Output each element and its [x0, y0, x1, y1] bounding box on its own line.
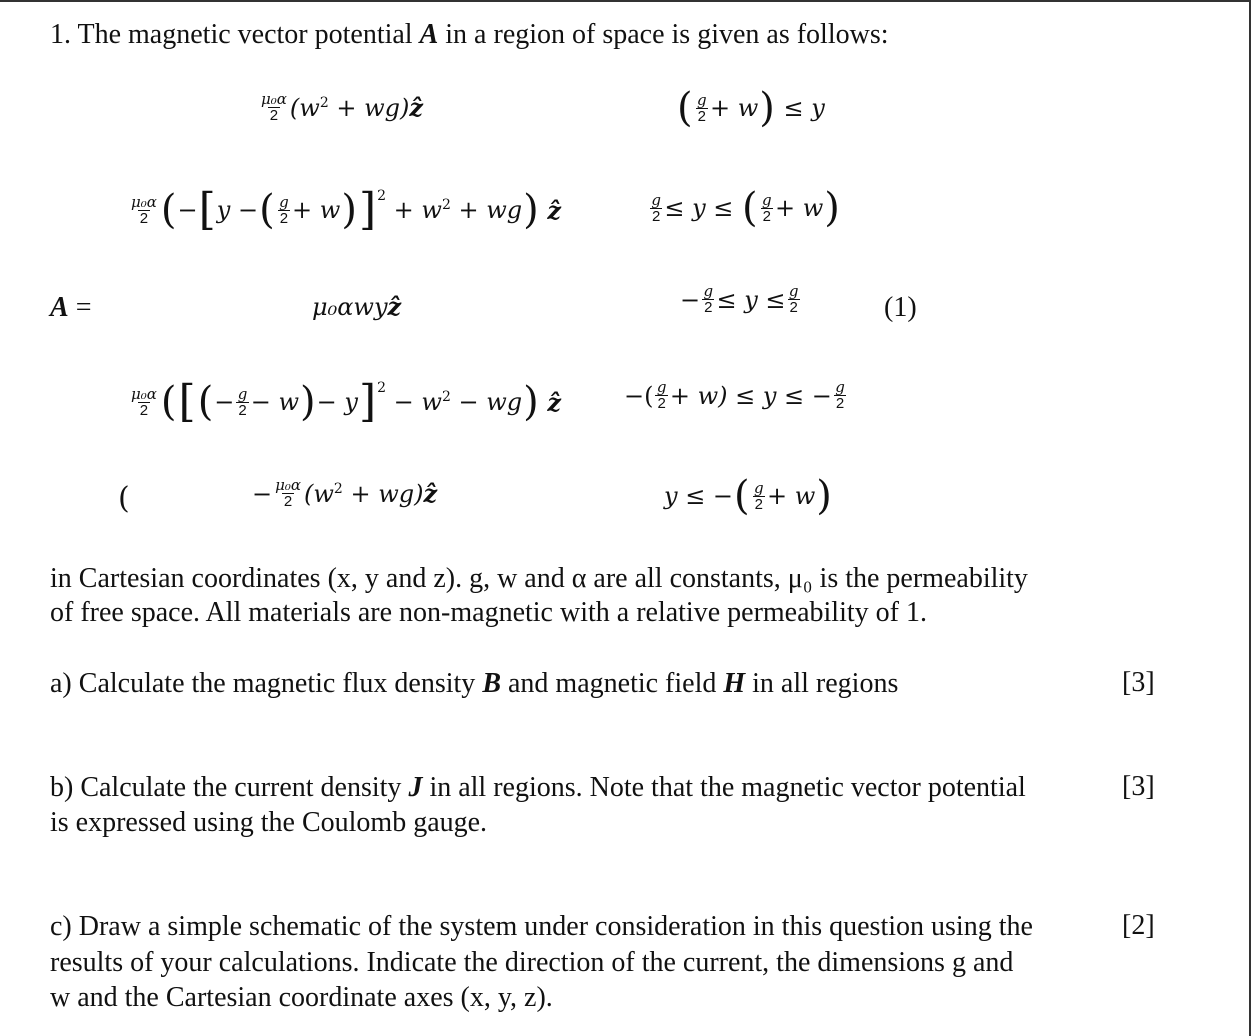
part-b-text-2: in all regions. Note that the magnetic vector potential — [429, 772, 1026, 803]
intro-symbol-A: A — [419, 19, 439, 50]
part-b-marks: [3] — [1122, 771, 1155, 802]
part-b-line-2: is expressed using the Coulomb gauge. — [50, 807, 488, 838]
part-a-marks: [3] — [1122, 667, 1155, 698]
brace-glyph: ( — [118, 481, 130, 516]
intro-after: in a region of space is given as follows: — [445, 19, 889, 50]
intro-before: The magnetic vector potential — [77, 19, 413, 50]
case-1-condition: ( $\frac{g}{2}$ + w ) ≤ y — [677, 85, 825, 131]
part-b-text-1: Calculate the current density — [80, 772, 402, 803]
part-a — [50, 667, 898, 701]
part-b-symbol-J: J — [408, 772, 423, 803]
part-c-label: c) — [50, 911, 72, 942]
description-line-1: in Cartesian coordinates (x, y and z). g, w and α are all constants, μ₀ is the permeability — [50, 563, 1028, 594]
question-number: 1. — [50, 19, 71, 50]
case-1-expression: $\frac{\text{μ₀α}}{2}$ $(w^2 + wg)$ ẑ — [261, 90, 424, 124]
part-c-line-3: w and the Cartesian coordinate axes (x, y, z). — [50, 982, 553, 1013]
case-2-expression: $\frac{\text{μ₀α}}{2}$ ( − [ y − ( $\frac{g}{2}$ + w ) ] $^2$ + $w^2$ + wg ) ẑ — [131, 184, 562, 235]
part-b-label: b) — [50, 772, 74, 803]
part-a-text-1: Calculate the magnetic flux density — [78, 668, 476, 699]
part-c-marks: [2] — [1122, 910, 1155, 941]
case-3-expression: μ₀αwy ẑ — [312, 292, 402, 321]
case-4-expression: $\frac{\text{μ₀α}}{2}$ ( [ ( − $\frac{g}{2}$ − w ) − y ] $^2$ − $w^2$ − wg ) ẑ — [131, 376, 562, 427]
part-a-text-3: in all regions — [752, 668, 899, 699]
part-c-line-1 — [50, 910, 1033, 944]
part-c-line-2: results of your calculations. Indicate the direction of the current, the dimensions g and — [50, 947, 1014, 978]
case-5-condition: y ≤ − ( $\frac{g}{2}$ + w ) — [664, 473, 832, 519]
case-5-expression: − $\frac{\text{μ₀α}}{2}$ $(w^2 + wg)$ ẑ — [252, 476, 438, 510]
case-3-condition: − $\frac{g}{2}$ ≤ y ≤ $\frac{g}{2}$ — [680, 282, 799, 316]
part-a-symbol-B: B — [482, 668, 501, 699]
case-4-condition: −( $\frac{g}{2}$ + w) ≤ y ≤ − $\frac{g}{2}$ — [624, 378, 845, 412]
part-a-label: a) — [50, 668, 72, 699]
equation-lhs: A = — [50, 292, 92, 323]
part-b-line-1 — [50, 771, 1026, 805]
part-a-symbol-H: H — [723, 668, 746, 699]
equation-number: (1) — [884, 292, 917, 323]
case-2-condition: $\frac{g}{2}$ ≤ y ≤ ( $\frac{g}{2}$ + w ) — [651, 185, 840, 231]
top-border — [0, 0, 1251, 2]
part-a-text-2: and magnetic field — [508, 668, 717, 699]
description-line-2: of free space. All materials are non-magnetic with a relative permeability of 1. — [50, 597, 927, 628]
question-intro — [50, 18, 889, 52]
part-c-text-1: Draw a simple schematic of the system under consideration in this question using the — [78, 911, 1033, 942]
